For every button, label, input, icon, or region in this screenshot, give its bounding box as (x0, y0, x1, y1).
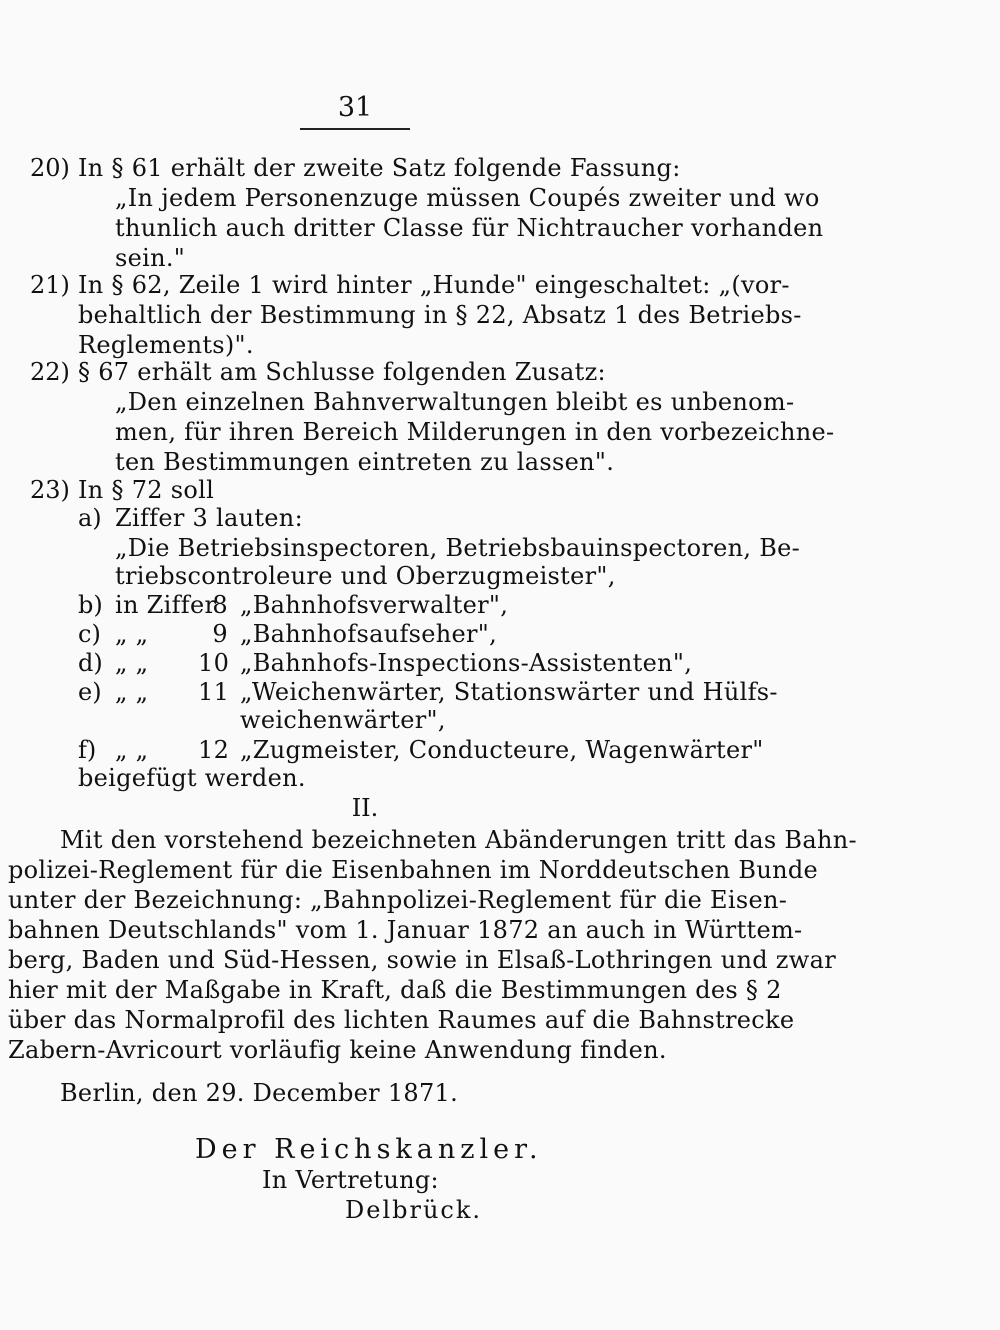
page-number: 31 (337, 92, 373, 123)
signature-deputy: In Vertretung: (262, 1166, 439, 1194)
subitem-a-line: „Die Betriebsinspectoren, Betriebsbauinspectoren, Be- (115, 534, 801, 562)
subitem-b-ditto: in Ziffer (115, 591, 217, 619)
paragraph-line: hier mit der Maßgabe in Kraft, daß die Bestimmungen des § 2 (8, 976, 782, 1004)
subitem-d-ziffer: 10 (198, 649, 230, 677)
subitem-e-line: „Weichenwärter, Stationswärter und Hülfs- (240, 678, 778, 706)
subitem-b-letter: b) (78, 591, 103, 619)
item-21-line: In § 62, Zeile 1 wird hinter „Hunde" eingeschaltet: „(vor- (78, 271, 790, 299)
signature-name: Delbrück. (345, 1196, 483, 1224)
subitem-e-letter: e) (78, 678, 102, 706)
item-21-number: 21) (30, 271, 70, 299)
dateline: Berlin, den 29. December 1871. (60, 1079, 459, 1107)
item-22-line: § 67 erhält am Schlusse folgenden Zusatz: (78, 358, 606, 386)
item-20-line: thunlich auch dritter Classe für Nichtraucher vorhanden (115, 214, 824, 242)
subitem-c-ziffer: 9 (212, 620, 228, 648)
item-23-number: 23) (30, 476, 70, 504)
paragraph-line: Mit den vorstehend bezeichneten Abänderungen tritt das Bahn- (60, 826, 857, 854)
item-20-line: sein." (115, 244, 186, 272)
paragraph-line: polizei-Reglement für die Eisenbahnen im Norddeutschen Bunde (8, 856, 818, 884)
paragraph-line: unter der Bezeichnung: „Bahnpolizei-Reglement für die Eisen- (8, 886, 788, 914)
subitem-e-line: weichenwärter", (240, 706, 446, 734)
item-21-line: Reglements)". (78, 331, 254, 359)
item-23-intro: In § 72 soll (78, 476, 215, 504)
section-heading: II. (351, 794, 379, 822)
item-22-line: men, für ihren Bereich Milderungen in den vorbezeichne- (115, 418, 835, 446)
subitem-c-ditto: „ „ (115, 620, 149, 648)
subitem-f-ziffer: 12 (198, 736, 230, 764)
item-20-number: 20) (30, 154, 70, 182)
subitem-c-letter: c) (78, 620, 101, 648)
item-23-outro: beigefügt werden. (78, 764, 306, 792)
paragraph-line: berg, Baden und Süd-Hessen, sowie in Elsaß-Lothringen und zwar (8, 946, 836, 974)
subitem-c-line: „Bahnhofsaufseher", (240, 620, 498, 648)
signature-title: Der Reichskanzler. (195, 1134, 543, 1165)
item-22-line: „Den einzelnen Bahnverwaltungen bleibt es unbenom- (115, 388, 795, 416)
subitem-a-line: triebscontroleure und Oberzugmeister", (115, 562, 616, 590)
subitem-a-line: Ziffer 3 lauten: (115, 504, 303, 532)
subitem-e-ditto: „ „ (115, 678, 149, 706)
page-number-rule (300, 128, 410, 130)
paragraph-line: bahnen Deutschlands" vom 1. Januar 1872 an auch in Württem- (8, 916, 803, 944)
subitem-b-ziffer: 8 (212, 591, 228, 619)
item-20-line: „In jedem Personenzuge müssen Coupés zweiter und wo (115, 184, 820, 212)
item-21-line: behaltlich der Bestimmung in § 22, Absatz 1 des Betriebs- (78, 301, 802, 329)
paragraph-line: Zabern-Avricourt vorläufig keine Anwendung finden. (8, 1036, 667, 1064)
subitem-d-ditto: „ „ (115, 649, 149, 677)
subitem-b-line: „Bahnhofsverwalter", (240, 591, 509, 619)
subitem-d-letter: d) (78, 649, 103, 677)
subitem-f-letter: f) (78, 736, 97, 764)
item-22-line: ten Bestimmungen eintreten zu lassen". (115, 448, 615, 476)
paragraph-line: über das Normalprofil des lichten Raumes auf die Bahnstrecke (8, 1006, 795, 1034)
subitem-f-line: „Zugmeister, Conducteure, Wagenwärter" (240, 736, 764, 764)
subitem-a-letter: a) (78, 504, 102, 532)
item-22-number: 22) (30, 358, 70, 386)
item-20-line: In § 61 erhält der zweite Satz folgende Fassung: (78, 154, 681, 182)
subitem-f-ditto: „ „ (115, 736, 149, 764)
subitem-e-ziffer: 11 (198, 678, 230, 706)
subitem-d-line: „Bahnhofs-Inspections-Assistenten", (240, 649, 693, 677)
